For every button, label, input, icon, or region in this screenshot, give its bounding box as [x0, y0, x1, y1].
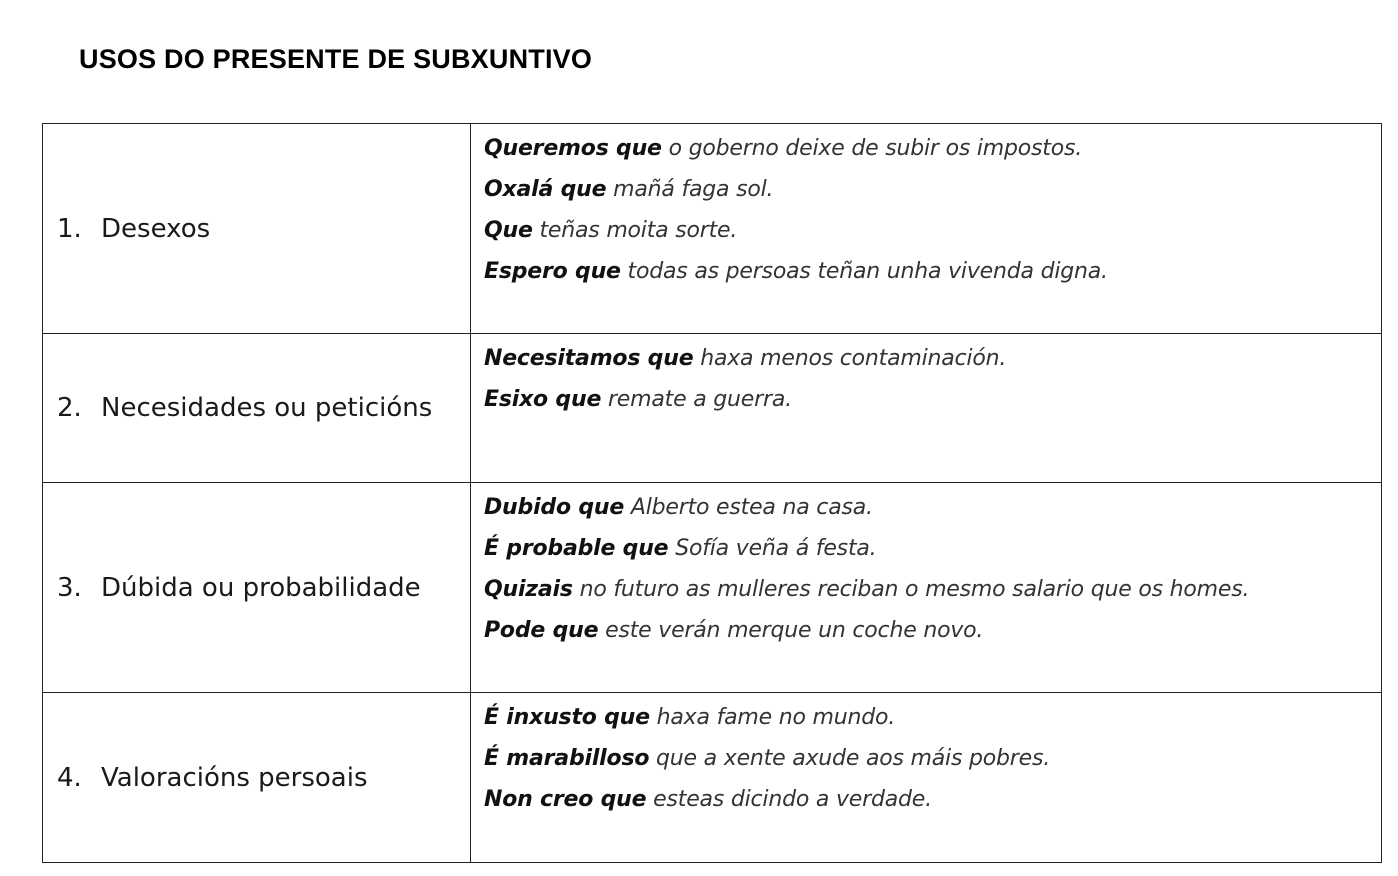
example-rest: teñas moita sorte. — [532, 218, 738, 243]
category-cell — [43, 124, 471, 334]
example-rest: no futuro as mulleres reciban o mesmo salario que os homes. — [572, 577, 1250, 602]
example-rest: haxa fame no mundo. — [649, 705, 896, 730]
example-rest: Sofía veña á festa. — [668, 536, 877, 561]
subjunctive-uses-table — [42, 123, 1382, 863]
example-rest: mañá faga sol. — [606, 177, 774, 202]
example-rest: remate a guerra. — [601, 387, 792, 412]
example-keyword: Que — [484, 218, 533, 243]
example-rest: haxa menos contaminación. — [693, 346, 1007, 371]
example-rest: que a xente axude aos máis pobres. — [649, 746, 1051, 771]
category-label: Necesidades ou peticións — [101, 393, 433, 423]
examples-cell — [471, 483, 1382, 693]
examples-cell — [471, 693, 1382, 863]
example-keyword: Queremos que — [484, 136, 662, 161]
example-sentence — [484, 338, 1381, 379]
example-keyword: Oxalá que — [484, 177, 607, 202]
example-sentence — [484, 379, 1381, 420]
example-keyword: É probable que — [484, 536, 669, 561]
table-row — [43, 124, 1382, 334]
category-number: 2. — [57, 393, 82, 423]
category-cell — [43, 334, 471, 483]
page-title: USOS DO PRESENTE DE SUBXUNTIVO — [79, 44, 593, 74]
category-cell — [43, 693, 471, 863]
table-row — [43, 483, 1382, 693]
category-number: 1. — [57, 213, 82, 244]
example-keyword: É marabilloso — [484, 746, 650, 771]
example-keyword: Pode que — [484, 618, 599, 643]
category-cell — [43, 483, 471, 693]
example-keyword: Quizais — [484, 577, 573, 602]
example-sentence — [484, 610, 1381, 651]
example-keyword: Dubido que — [484, 495, 625, 520]
example-sentence — [484, 697, 1381, 738]
example-sentence — [484, 251, 1381, 292]
example-sentence — [484, 569, 1381, 610]
example-sentence — [484, 169, 1381, 210]
category-number: 3. — [57, 572, 82, 603]
example-sentence — [484, 738, 1381, 779]
example-rest: todas as persoas teñan unha vivenda digna. — [620, 259, 1108, 284]
table-row — [43, 693, 1382, 863]
example-rest: Alberto estea na casa. — [624, 495, 873, 520]
example-sentence — [484, 128, 1381, 169]
example-keyword: Non creo que — [484, 787, 647, 812]
example-keyword: Esixo que — [484, 387, 602, 412]
example-rest: o goberno deixe de subir os impostos. — [661, 136, 1083, 161]
example-keyword: Necesitamos que — [484, 346, 694, 371]
category-label: Valoracións persoais — [101, 762, 368, 793]
category-number: 4. — [57, 762, 82, 793]
example-sentence — [484, 210, 1381, 251]
example-sentence — [484, 779, 1381, 820]
table-row — [43, 334, 1382, 483]
example-rest: este verán merque un coche novo. — [598, 618, 984, 643]
example-sentence — [484, 487, 1381, 528]
example-rest: esteas dicindo a verdade. — [646, 787, 932, 812]
example-sentence — [484, 528, 1381, 569]
example-keyword: Espero que — [484, 259, 621, 284]
examples-cell — [471, 124, 1382, 334]
category-label: Dúbida ou probabilidade — [101, 572, 421, 603]
category-label: Desexos — [101, 213, 211, 244]
examples-cell — [471, 334, 1382, 483]
example-keyword: É inxusto que — [484, 705, 650, 730]
